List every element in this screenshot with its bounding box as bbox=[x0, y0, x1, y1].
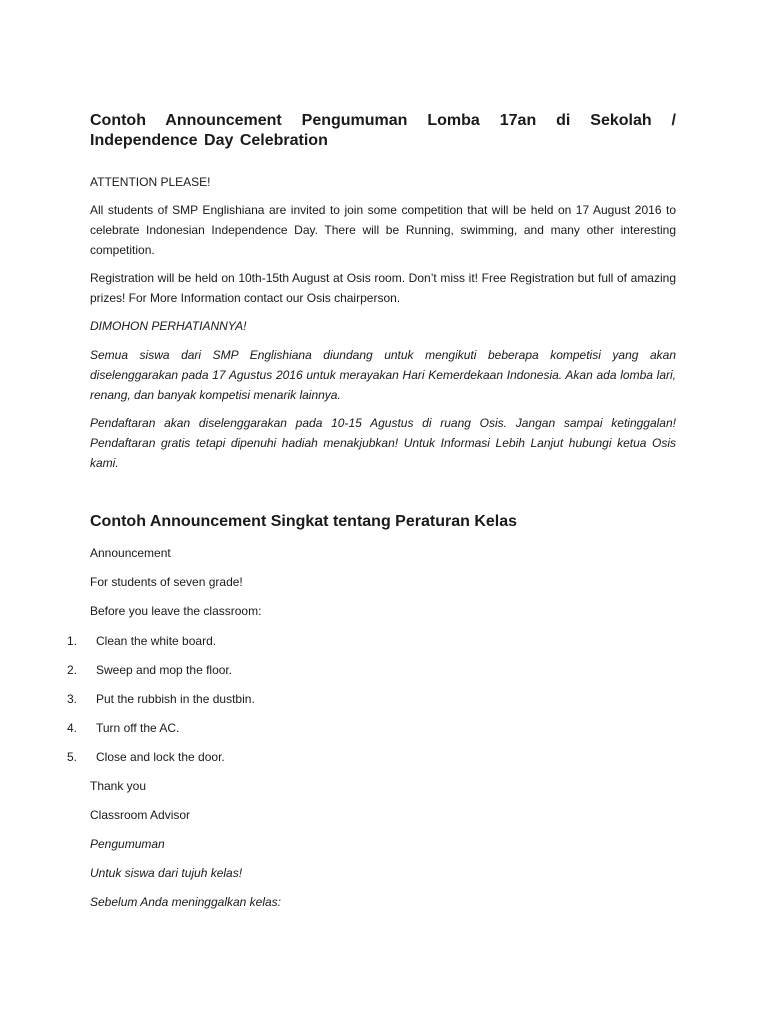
list-item-number: 5. bbox=[67, 750, 78, 764]
attention-heading: ATTENTION PLEASE! bbox=[90, 175, 211, 189]
section2-title: Contoh Announcement Singkat tentang Peraturan Kelas bbox=[90, 513, 518, 530]
thank-you-line: Thank you bbox=[90, 779, 147, 793]
pengumuman-label: Pengumuman bbox=[90, 837, 165, 851]
list-item-text: Put the rubbish in the dustbin. bbox=[96, 692, 255, 706]
sebelum-line: Sebelum Anda meninggalkan kelas: bbox=[90, 895, 282, 909]
list-item-number: 2. bbox=[67, 663, 78, 677]
paragraph-invitation: All students of SMP Englishiana are invited to join some competition that will be held on 17 August 2016 to celebrate Indonesian Independence Day. There will be Running, swimming, and many other interesting competition. bbox=[90, 203, 676, 257]
untuk-siswa-line: Untuk siswa dari tujuh kelas! bbox=[90, 866, 243, 880]
paragraph-registration-indonesian: Pendaftaran akan diselenggarakan pada 10-15 Agustus di ruang Osis. Jangan sampai ketinggalan! Pendaftaran gratis tetapi dipenuhi hadiah menakjubkan! Untuk Informasi Lebih Lanjut hubungi ketua Osis kami. bbox=[90, 416, 676, 470]
list-item-text: Close and lock the door. bbox=[96, 750, 225, 764]
list-item-text: Turn off the AC. bbox=[96, 721, 180, 735]
list-item-text: Sweep and mop the floor. bbox=[96, 663, 233, 677]
list-item-text: Clean the white board. bbox=[96, 634, 217, 648]
announcement-label: Announcement bbox=[90, 546, 171, 560]
for-students-line: For students of seven grade! bbox=[90, 575, 243, 589]
paragraph-registration: Registration will be held on 10th-15th August at Osis room. Don’t miss it! Free Registration but full of amazing prizes! For More Information contact our Osis chairperson. bbox=[90, 271, 676, 305]
before-leave-line: Before you leave the classroom: bbox=[90, 604, 262, 618]
advisor-signature: Classroom Advisor bbox=[90, 808, 191, 822]
list-item-number: 3. bbox=[67, 692, 78, 706]
attention-heading-indonesian: DIMOHON PERHATIANNYA! bbox=[90, 319, 247, 333]
list-item-number: 4. bbox=[67, 721, 78, 735]
section1-title: Contoh Announcement Pengumuman Lomba 17an di Sekolah / Independence Day Celebration bbox=[90, 112, 676, 149]
list-item-number: 1. bbox=[67, 634, 78, 648]
paragraph-invitation-indonesian: Semua siswa dari SMP Englishiana diundang untuk mengikuti beberapa kompetisi yang akan diselenggarakan pada 17 Agustus 2016 untuk merayakan Hari Kemerdekaan Indonesia. Akan ada lomba lari, renang, dan banyak kompetisi menarik lainnya. bbox=[90, 348, 676, 402]
